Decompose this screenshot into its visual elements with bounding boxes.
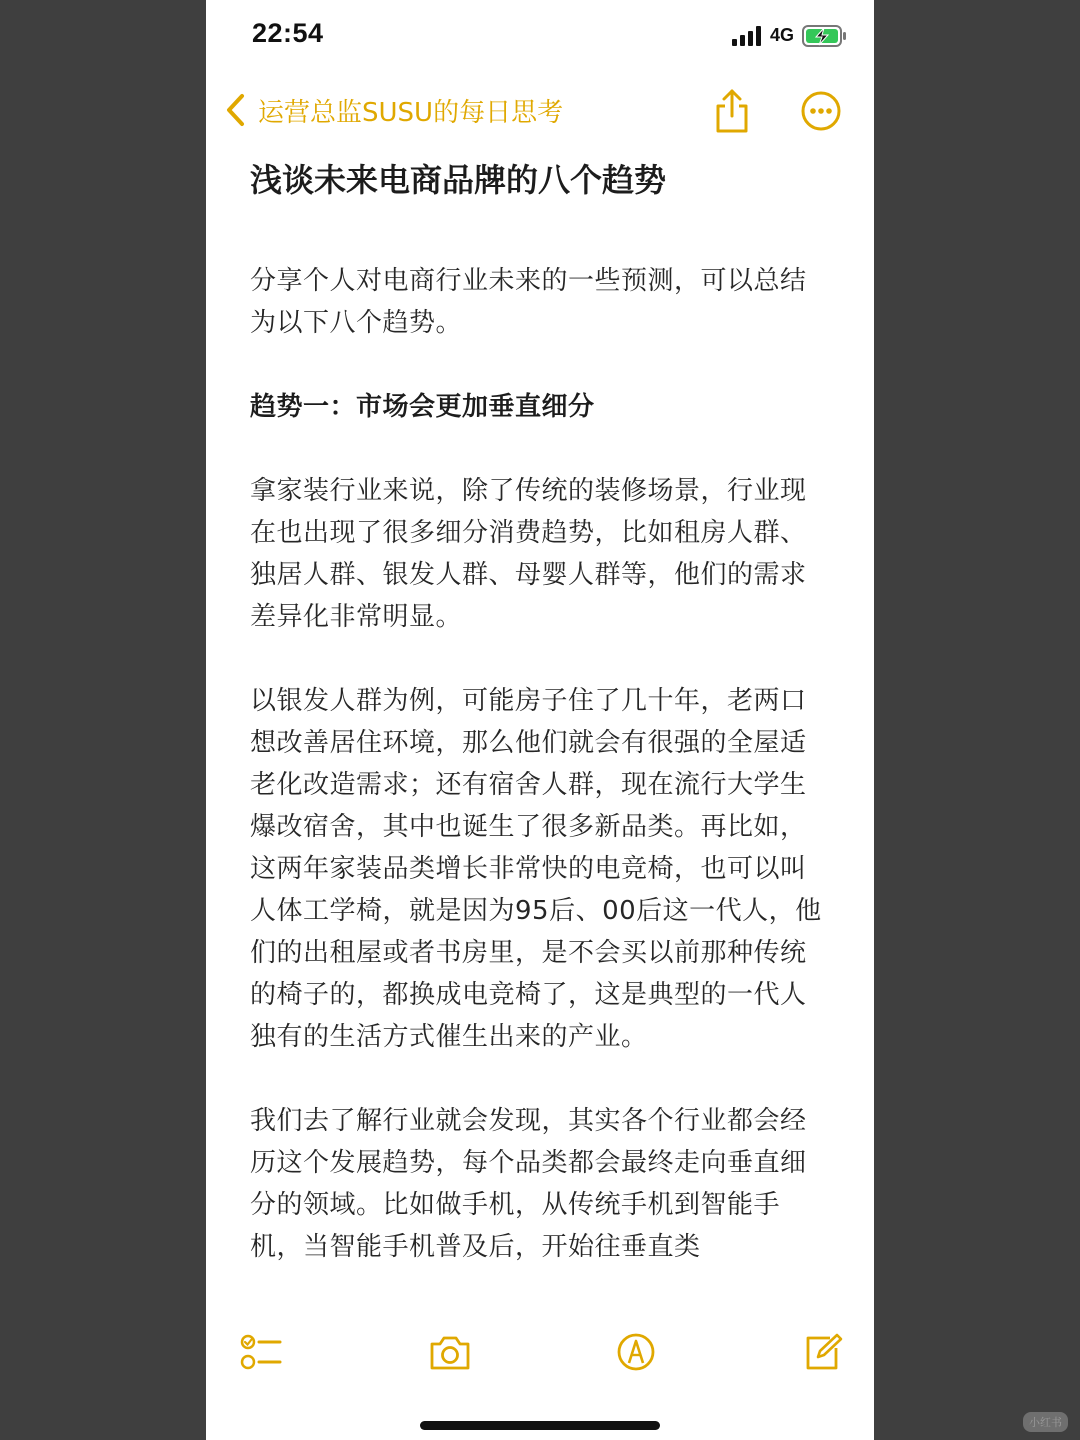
more-ellipsis-icon[interactable]: [800, 90, 842, 132]
home-indicator[interactable]: [420, 1421, 660, 1430]
phone-screen: [206, 0, 874, 1440]
note-paragraph: 以银发人群为例，可能房子住了几十年，老两口想改善居住环境，那么他们就会有很强的全屋适老化改造需求；还有宿舍人群，现在流行大学生爆改宿舍，其中也诞生了很多新品类。再比如，这两年家装品类增长非常快的电竞椅，也可以叫人体工学椅，就是因为95后、00后这一代人，他们的出租屋或者书房里，是不会买以前那种传统的椅子的，都换成电竞椅了，这是典型的一代人独有的生活方式催生出来的产业。: [250, 686, 822, 1052]
note-paragraph: 我们去了解行业就会发现，其实各个行业都会经历这个发展趋势，每个品类都会最终走向垂直细分的领域。比如做手机，从传统手机到智能手机，当智能手机普及后，开始往垂直类: [250, 1106, 807, 1262]
compose-icon[interactable]: [802, 1332, 846, 1372]
note-heading-trend-one: 趋势一：市场会更加垂直细分: [250, 392, 595, 422]
watermark-logo: 小红书: [1023, 1412, 1068, 1432]
markup-pen-icon[interactable]: [614, 1332, 658, 1372]
camera-icon[interactable]: [428, 1332, 472, 1372]
note-paragraph: 拿家装行业来说，除了传统的装修场景，行业现在也出现了很多细分消费趋势，比如租房人群、独居人群、银发人群、母婴人群等，他们的需求差异化非常明显。: [250, 476, 807, 632]
status-time: 22:54: [252, 18, 324, 48]
toolbar-backdrop: [206, 1290, 874, 1440]
note-body[interactable]: [250, 154, 830, 1310]
back-button[interactable]: [224, 88, 563, 132]
chevron-left-icon: [224, 92, 248, 128]
note-title: 浅谈未来电商品牌的八个趋势: [250, 161, 667, 199]
share-icon[interactable]: [712, 88, 752, 134]
battery-charging-icon: [802, 24, 848, 48]
note-paragraph: 分享个人对电商行业未来的一些预测，可以总结为以下八个趋势。: [250, 266, 807, 338]
network-label: 4G: [770, 25, 795, 45]
checklist-icon[interactable]: [240, 1332, 284, 1372]
signal-bars-icon: [732, 26, 762, 46]
back-label: 运营总监SUSU的每日思考: [258, 97, 564, 128]
